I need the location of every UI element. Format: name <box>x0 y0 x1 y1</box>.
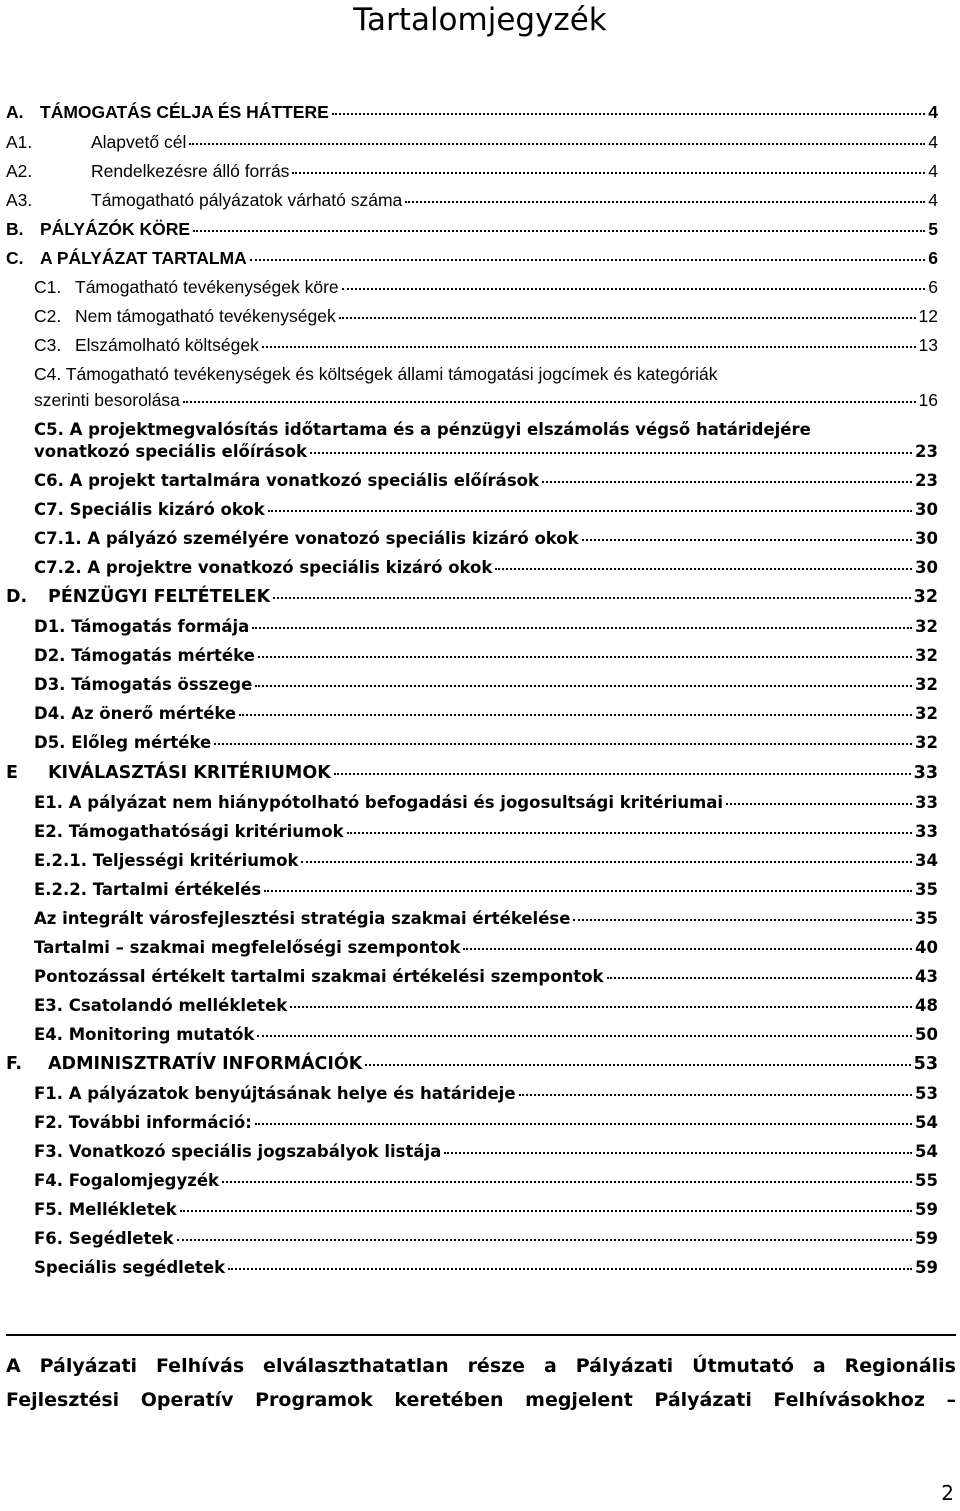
toc-entry-label: D3. Támogatás összege <box>34 675 253 694</box>
toc-entry-label: F3. Vonatkozó speciális jogszabályok listája <box>34 1142 442 1161</box>
toc-entry-f6[interactable] <box>34 1229 938 1249</box>
dot-leader <box>180 1210 912 1212</box>
toc-entry-number: C1. <box>34 277 62 297</box>
toc-entry-label: szerinti besorolása <box>34 390 180 410</box>
toc-entry-number: B. <box>6 219 24 239</box>
toc-entry-label: E3. Csatolandó mellékletek <box>34 996 288 1015</box>
toc-entry-number: C. <box>6 248 24 268</box>
dot-leader <box>273 597 910 599</box>
dot-leader <box>310 452 912 454</box>
toc-entry-page: 4 <box>928 132 938 152</box>
toc-entry-label: E2. Támogathatósági kritériumok <box>34 822 344 841</box>
dot-leader <box>301 861 912 863</box>
toc-entry-a1[interactable] <box>6 132 938 152</box>
toc-entry-page: 6 <box>928 248 938 268</box>
toc-entry-e2-2[interactable] <box>34 880 938 900</box>
toc-entry-f[interactable] <box>6 1054 938 1074</box>
toc-entry-d5[interactable] <box>34 733 938 753</box>
toc-entry-special-aids[interactable] <box>34 1258 938 1278</box>
dot-leader <box>177 1239 912 1241</box>
dot-leader <box>189 143 925 145</box>
toc-entry-page: 4 <box>928 102 938 122</box>
toc-entry-number: F. <box>6 1054 23 1074</box>
toc-entry-d1[interactable] <box>34 617 938 637</box>
dot-leader <box>228 1268 912 1270</box>
toc-entry-e4[interactable] <box>34 1025 938 1045</box>
dot-leader <box>250 259 926 261</box>
toc-entry-page: 53 <box>915 1084 938 1103</box>
dot-leader <box>339 317 916 319</box>
toc-entry-strategy[interactable] <box>34 909 938 929</box>
toc-entry-label: PÉNZÜGYI FELTÉTELEK <box>48 587 271 607</box>
toc-entry-page: 55 <box>915 1171 938 1190</box>
toc-entry-page: 4 <box>928 190 938 210</box>
dot-leader <box>292 172 925 174</box>
toc-entry-label: C7.2. A projektre vonatkozó speciális kizáró okok <box>34 558 493 577</box>
dot-leader <box>405 201 925 203</box>
toc-entry-number: C2. <box>34 306 62 326</box>
toc-entry-page: 4 <box>928 161 938 181</box>
dot-leader <box>239 714 912 716</box>
toc-entry-page: 33 <box>913 763 938 783</box>
toc-entry-e1[interactable] <box>34 793 938 813</box>
toc-entry-page: 33 <box>915 793 938 812</box>
dot-leader <box>519 1094 913 1096</box>
toc-entry-page: 59 <box>915 1258 938 1277</box>
toc-entry-c7[interactable] <box>34 500 938 520</box>
dot-leader <box>347 832 912 834</box>
toc-entry-label: D5. Előleg mértéke <box>34 733 212 752</box>
toc-entry-a[interactable] <box>6 102 938 122</box>
toc-entry-d4[interactable] <box>34 704 938 724</box>
toc-entry-label: Nem támogatható tevékenységek <box>75 306 336 326</box>
toc-entry-label: Alapvető cél <box>91 132 187 152</box>
dot-leader <box>183 401 916 403</box>
toc-entry-label: E4. Monitoring mutatók <box>34 1025 255 1044</box>
toc-entry-page: 32 <box>915 617 938 636</box>
toc-entry-page: 30 <box>915 558 938 577</box>
toc-entry-page: 13 <box>918 335 938 355</box>
toc-entry-label: Tartalmi – szakmai megfelelőségi szempontok <box>34 938 461 957</box>
toc-entry-page: 50 <box>915 1025 938 1044</box>
toc-entry-d2[interactable] <box>34 646 938 666</box>
toc-entry-page: 35 <box>915 909 938 928</box>
toc-entry-label: E.2.1. Teljességi kritériumok <box>34 851 299 870</box>
dot-leader <box>222 1181 912 1183</box>
dot-leader <box>255 685 912 687</box>
dot-leader <box>290 1006 912 1008</box>
toc-entry-label: F1. A pályázatok benyújtásának helye és határideje <box>34 1084 516 1103</box>
toc-entry-label: vonatkozó speciális előírások <box>34 442 307 461</box>
toc-entry-page: 30 <box>915 500 938 519</box>
toc-entry-page: 32 <box>915 733 938 752</box>
toc-entry-a2[interactable] <box>6 161 938 181</box>
toc-entry-label: Elszámolható költségek <box>75 335 259 355</box>
toc-entry-page: 35 <box>915 880 938 899</box>
toc-entry-f2[interactable] <box>34 1113 938 1133</box>
toc-entry-page: 54 <box>915 1142 938 1161</box>
toc-entry-page: 12 <box>918 306 938 326</box>
dot-leader <box>332 113 926 115</box>
dot-leader <box>365 1064 910 1066</box>
toc-entry-c1[interactable] <box>34 277 938 297</box>
dot-leader <box>252 627 912 629</box>
toc-entry-scoring[interactable] <box>34 967 938 987</box>
toc-entry-number: A. <box>6 102 24 122</box>
toc-entry-page: 30 <box>915 529 938 548</box>
toc-entry-label: E.2.2. Tartalmi értékelés <box>34 880 262 899</box>
toc-entry-page: 5 <box>928 219 938 239</box>
toc-entry-c4-line1[interactable]: C4. Támogatható tevékenységek és költségek állami támogatási jogcímek és kategóriák <box>34 364 718 384</box>
toc-entry-number: A2. <box>6 161 33 181</box>
dot-leader <box>264 890 912 892</box>
toc-entry-label: A PÁLYÁZAT TARTALMA <box>40 248 247 268</box>
toc-entry-c[interactable] <box>6 248 938 268</box>
dot-leader <box>255 1123 912 1125</box>
toc-entry-f4[interactable] <box>34 1171 938 1191</box>
toc-entry-d[interactable] <box>6 587 938 607</box>
toc-entry-label: PÁLYÁZÓK KÖRE <box>40 219 191 239</box>
toc-entry-d3[interactable] <box>34 675 938 695</box>
toc-entry-number: E <box>6 763 18 783</box>
toc-entry-e3[interactable] <box>34 996 938 1016</box>
toc-entry-f3[interactable] <box>34 1142 938 1162</box>
dot-leader <box>257 1035 912 1037</box>
toc-entry-label: Rendelkezésre álló forrás <box>91 161 290 181</box>
footer-text-line-1: A Pályázati Felhívás elválaszthatatlan része a Pályázati Útmutató a Regionális <box>6 1355 956 1377</box>
toc-entry-label: F4. Fogalomjegyzék <box>34 1171 220 1190</box>
toc-entry-page: 59 <box>915 1229 938 1248</box>
toc-entry-label: D1. Támogatás formája <box>34 617 250 636</box>
toc-entry-label: Az integrált városfejlesztési stratégia szakmai értékelése <box>34 909 571 928</box>
dot-leader <box>582 539 912 541</box>
dot-leader <box>463 948 912 950</box>
toc-entry-f1[interactable] <box>34 1084 938 1104</box>
toc-entry-c4[interactable] <box>34 390 938 410</box>
toc-entry-page: 16 <box>918 390 938 410</box>
footer-text-line-2: Fejlesztési Operatív Programok keretében megjelent Pályázati Felhívásokhoz – <box>6 1389 956 1411</box>
toc-entry-label: TÁMOGATÁS CÉLJA ÉS HÁTTERE <box>40 102 329 122</box>
toc-entry-page: 23 <box>915 471 938 490</box>
toc-entry-page: 33 <box>915 822 938 841</box>
toc-entry-c7-1[interactable] <box>34 529 938 549</box>
toc-entry-label: F2. További információ: <box>34 1113 252 1132</box>
toc-entry-page: 23 <box>915 442 938 461</box>
toc-entry-number: A3. <box>6 190 33 210</box>
toc-entry-label: F6. Segédletek <box>34 1229 174 1248</box>
toc-entry-page: 43 <box>915 967 938 986</box>
toc-entry-label: C7.1. A pályázó személyére vonatozó speciális kizáró okok <box>34 529 579 548</box>
dot-leader <box>334 773 911 775</box>
toc-entry-label: KIVÁLASZTÁSI KRITÉRIUMOK <box>48 763 331 783</box>
toc-entry-page: 6 <box>928 277 938 297</box>
toc-entry-c5-line1[interactable]: C5. A projektmegvalósítás időtartama és a pénzügyi elszámolás végső határidejére <box>34 420 811 439</box>
dot-leader <box>262 346 916 348</box>
footer-divider <box>6 1334 956 1336</box>
toc-entry-number: D. <box>6 587 28 607</box>
toc-entry-page: 32 <box>913 587 938 607</box>
toc-entry-label: F5. Mellékletek <box>34 1200 177 1219</box>
toc-entry-page: 48 <box>915 996 938 1015</box>
dot-leader <box>444 1152 912 1154</box>
toc-entry-content-criteria[interactable] <box>34 938 938 958</box>
toc-entry-page: 59 <box>915 1200 938 1219</box>
toc-entry-page: 54 <box>915 1113 938 1132</box>
toc-entry-label: E1. A pályázat nem hiánypótolható befogadási és jogosultsági kritériumai <box>34 793 724 812</box>
toc-entry-c3[interactable] <box>34 335 938 355</box>
toc-entry-label: ADMINISZTRATÍV INFORMÁCIÓK <box>48 1054 363 1074</box>
toc-entry-c6[interactable] <box>34 471 938 491</box>
toc-entry-e[interactable] <box>6 763 938 783</box>
toc-entry-c7-2[interactable] <box>34 558 938 578</box>
dot-leader <box>495 568 912 570</box>
toc-entry-page: 32 <box>915 646 938 665</box>
toc-entry-number: A1. <box>6 132 33 152</box>
toc-entry-label: Pontozással értékelt tartalmi szakmai értékelési szempontok <box>34 967 604 986</box>
toc-entry-c2[interactable] <box>34 306 938 326</box>
dot-leader <box>258 656 912 658</box>
toc-entry-f5[interactable] <box>34 1200 938 1220</box>
toc-entry-label: Támogatható tevékenységek köre <box>75 277 339 297</box>
toc-entry-e2[interactable] <box>34 822 938 842</box>
toc-entry-page: 32 <box>915 675 938 694</box>
dot-leader <box>607 977 913 979</box>
toc-entry-c5[interactable] <box>34 442 938 462</box>
toc-entry-a3[interactable] <box>6 190 938 210</box>
dot-leader <box>193 230 925 232</box>
dot-leader <box>542 481 912 483</box>
toc-entry-label: D2. Támogatás mértéke <box>34 646 255 665</box>
toc-entry-e2-1[interactable] <box>34 851 938 871</box>
page-title: Tartalomjegyzék <box>353 2 607 38</box>
toc-entry-label: D4. Az önerő mértéke <box>34 704 237 723</box>
dot-leader <box>726 803 912 805</box>
toc-entry-b[interactable] <box>6 219 938 239</box>
toc-entry-page: 32 <box>915 704 938 723</box>
dot-leader <box>214 743 912 745</box>
toc-entry-page: 34 <box>915 851 938 870</box>
toc-entry-label: Speciális segédletek <box>34 1258 226 1277</box>
toc-entry-page: 53 <box>913 1054 938 1074</box>
toc-entry-page: 40 <box>915 938 938 957</box>
dot-leader <box>573 919 912 921</box>
toc-entry-label: Támogatható pályázatok várható száma <box>91 190 403 210</box>
toc-entry-label: C7. Speciális kizáró okok <box>34 500 265 519</box>
toc-entry-label: C6. A projekt tartalmára vonatkozó speciális előírások <box>34 471 539 490</box>
toc-entry-number: C3. <box>34 335 62 355</box>
page-number: 2 <box>941 1481 954 1505</box>
dot-leader <box>268 510 912 512</box>
dot-leader <box>342 288 926 290</box>
